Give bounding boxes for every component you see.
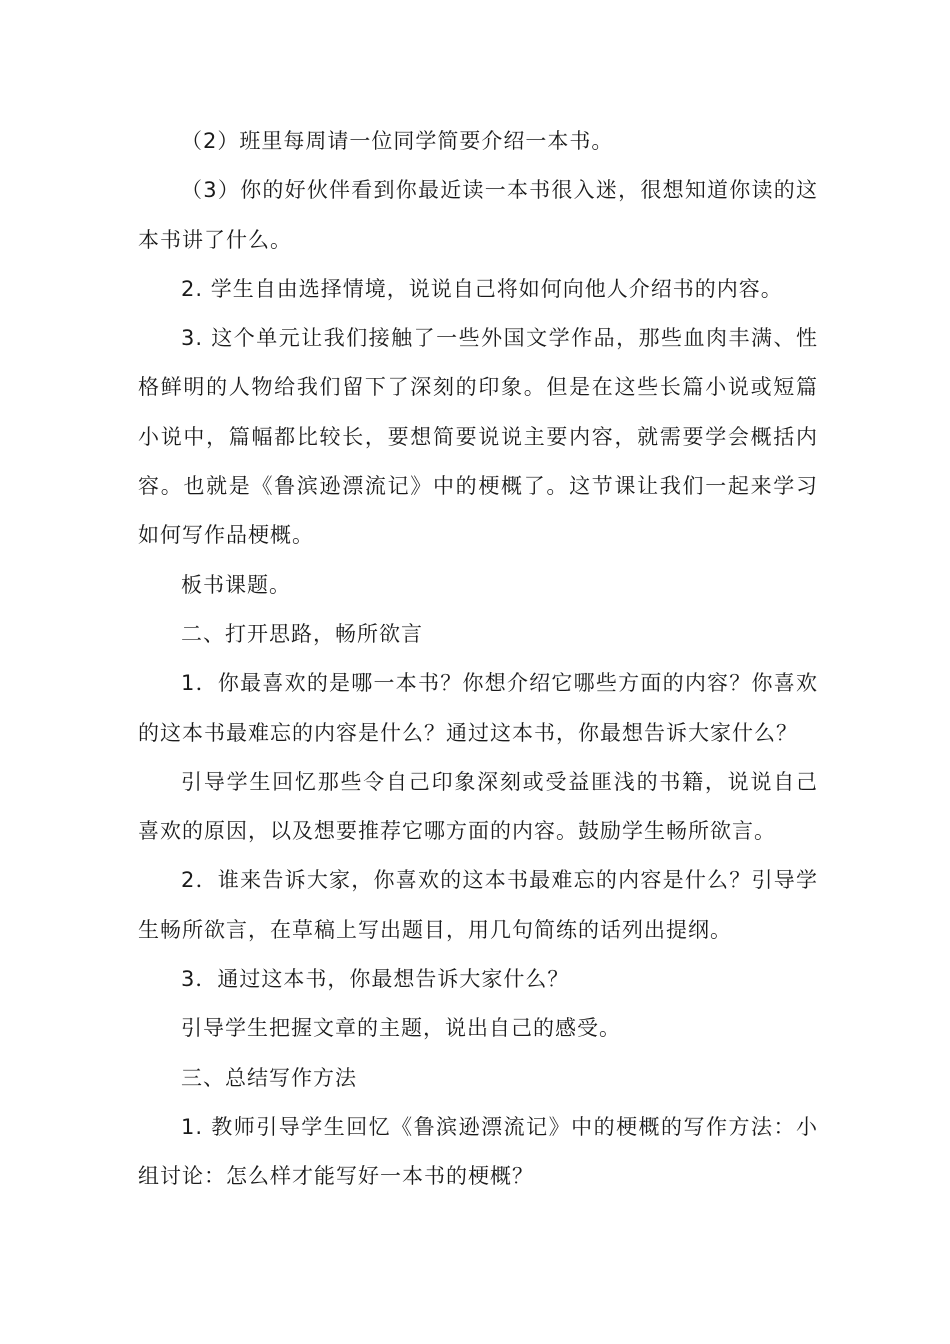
paragraph: 2．谁来告诉大家，你喜欢的这本书最难忘的内容是什么？引导学生畅所欲言，在草稿上写出题目，用几句简练的话列出提纲。 <box>138 868 818 942</box>
paragraph: 1. 教师引导学生回忆《鲁滨逊漂流记》中的梗概的写作方法：小组讨论：怎么样才能写好一本书的梗概？ <box>138 1114 818 1189</box>
paragraph: 3．通过这本书，你最想告诉大家什么？ <box>181 967 570 992</box>
paragraph: 板书课题。 <box>181 572 292 597</box>
paragraph: （3）你的好伙伴看到你最近读一本书很入迷，很想知道你读的这本书讲了什么。 <box>138 178 818 252</box>
paragraph: 引导学生把握文章的主题，说出自己的感受。 <box>181 1016 622 1041</box>
paragraph: 2. 学生自由选择情境，说说自己将如何向他人介绍书的内容。 <box>181 276 783 301</box>
paragraph: 1．你最喜欢的是哪一本书？你想介绍它哪些方面的内容？你喜欢的这本书最难忘的内容是什么？通过这本书，你最想告诉大家什么？ <box>138 671 818 745</box>
document-body <box>138 117 818 1202</box>
section-heading: 二、打开思路，畅所欲言 <box>181 621 424 646</box>
section-heading: 三、总结写作方法 <box>181 1065 358 1090</box>
paragraph: 引导学生回忆那些令自己印象深刻或受益匪浅的书籍，说说自己喜欢的原因，以及想要推荐它哪方面的内容。鼓励学生畅所欲言。 <box>138 769 818 844</box>
paragraph: 3. 这个单元让我们接触了一些外国文学作品，那些血肉丰满、性格鲜明的人物给我们留下了深刻的印象。但是在这些长篇小说或短篇小说中，篇幅都比较长，要想简要说说主要内容，就需要学会概括内容。也就是《鲁滨逊漂流记》中的梗概了。这节课让我们一起来学习如何写作品梗概。 <box>138 326 818 548</box>
paragraph: （2）班里每周请一位同学简要介绍一本书。 <box>181 129 614 153</box>
